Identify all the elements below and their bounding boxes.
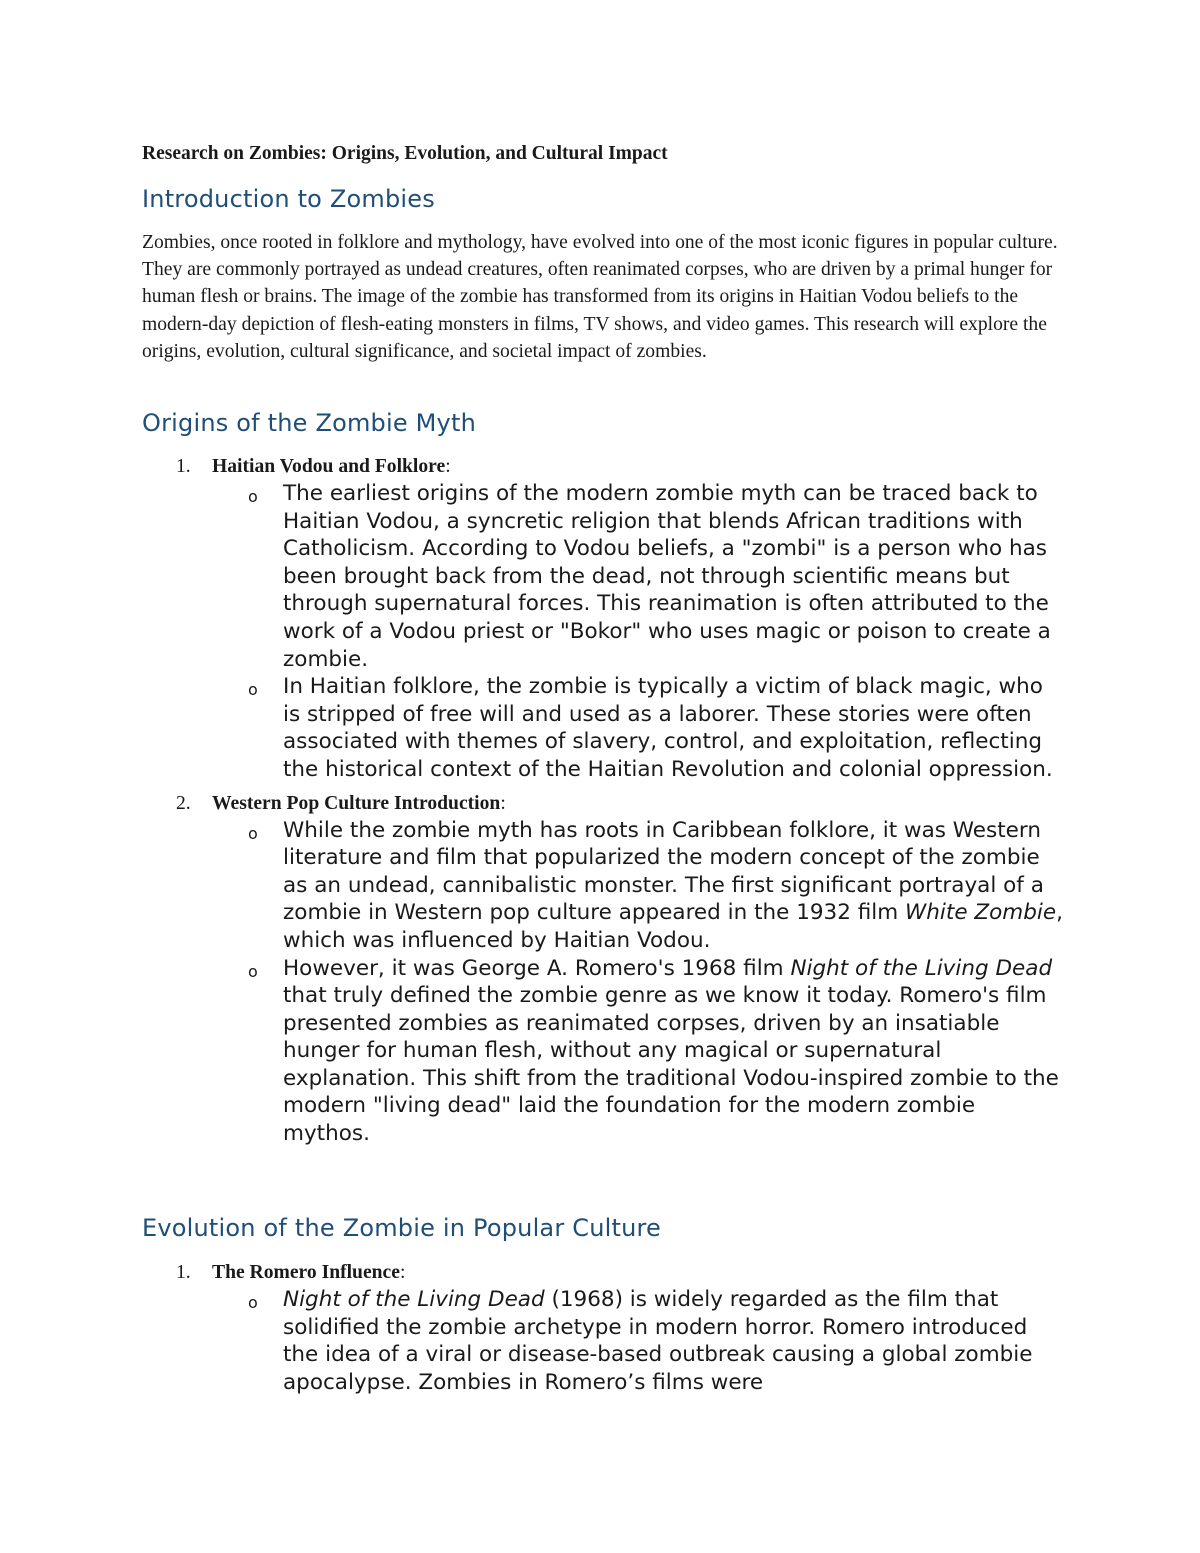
- list-number: 1.: [176, 456, 191, 477]
- bullet-item: [142, 817, 1063, 955]
- evolution-list: [142, 1260, 1092, 1396]
- list-item: [142, 454, 1092, 784]
- list-item-label: [142, 454, 1092, 480]
- intro-paragraph: Zombies, once rooted in folklore and mythology, have evolved into one of the most iconic figures in popular culture. They are commonly portrayed as undead creatures, often reanimated corpses, who are driven by a primal hunger for human flesh or brains. The image of the zombie has transformed from its origins in Haitian Vodou beliefs to the modern-day depiction of flesh-eating monsters in films, TV shows, and video games. This research will explore the origins, evolution, cultural significance, and societal impact of zombies.: [142, 232, 1058, 362]
- list-number: 2.: [176, 792, 191, 814]
- bullet-item: [142, 1286, 1063, 1396]
- bullet-text: In Haitian folklore, the zombie is typically a victim of black magic, who is stripped of free will and used as a laborer. These stories were often associated with themes of slavery, control, and exploitation, reflecting the historical context of the Haitian Revolution and colonial oppression.: [283, 674, 1053, 782]
- film-title: White Zombie: [905, 900, 1057, 926]
- list-item-suffix: :: [445, 456, 451, 477]
- list-item-suffix: :: [500, 792, 506, 814]
- circle-bullet-icon: o: [248, 680, 258, 700]
- list-item-title: The Romero Influence: [212, 1262, 400, 1283]
- list-item-label: [142, 791, 1092, 817]
- bullet-text: The earliest origins of the modern zombie myth can be traced back to Haitian Vodou, a syncretic religion that blends African traditions with Catholicism. According to Vodou beliefs, a "zombi" is a person who has been brought back from the dead, not through scientific means but through supernatural forces. This reanimation is often attributed to the work of a Vodou priest or "Bokor" who uses magic or poison to create a zombie.: [283, 481, 1051, 672]
- origins-list: [142, 454, 1092, 1148]
- list-item-title: Western Pop Culture Introduction: [212, 792, 501, 814]
- bullet-item: [142, 955, 1063, 1148]
- document-title: Research on Zombies: Origins, Evolution, and Cultural Impact: [142, 143, 668, 164]
- list-item-title: Haitian Vodou and Folklore: [212, 456, 446, 477]
- list-item: [142, 791, 1092, 1148]
- bullet-list: [142, 1286, 1092, 1396]
- heading-evolution: Evolution of the Zombie in Popular Culture: [142, 1214, 661, 1242]
- bullet-item: [142, 673, 1063, 783]
- bullet-text-before: While the zombie myth has roots in Caribbean folklore, it was Western literature and film that popularized the modern concept of the zombie as an undead, cannibalistic monster. The first significant portrayal of a zombie in Western pop culture appeared in the 1932 film: [283, 817, 1044, 926]
- bullet-text-before: However, it was George A. Romero's 1968 film: [283, 955, 791, 981]
- heading-origins: Origins of the Zombie Myth: [142, 409, 476, 437]
- list-item: [142, 1260, 1092, 1396]
- circle-bullet-icon: o: [248, 487, 258, 506]
- list-item-suffix: :: [399, 1262, 406, 1283]
- circle-bullet-icon: o: [248, 961, 258, 981]
- film-title: Night of the Living Dead: [283, 1287, 545, 1312]
- heading-introduction: Introduction to Zombies: [142, 185, 435, 213]
- circle-bullet-icon: o: [248, 823, 258, 843]
- bullet-item: [142, 480, 1063, 673]
- bullet-text-after: , which was influenced by Haitian Vodou.: [283, 900, 1063, 953]
- bullet-list: [142, 817, 1092, 1148]
- bullet-list: [142, 480, 1092, 784]
- list-number: 1.: [176, 1262, 191, 1283]
- film-title: Night of the Living Dead: [790, 955, 1053, 981]
- list-item-label: [142, 1260, 1092, 1286]
- bullet-text-after: that truly defined the zombie genre as we know it today. Romero's film presented zombies as reanimated corpses, driven by an insatiable hunger for human flesh, without any magical or supernatural explanation. This shift from the traditional Vodou-inspired zombie to the modern "living dead" laid the foundation for the modern zombie mythos.: [283, 983, 1059, 1147]
- bullet-text-after: (1968) is widely regarded as the film that solidified the zombie archetype in modern horror. Romero introduced the idea of a viral or disease-based outbreak causing a global zombie apocalypse. Zombies in Romero’s films were: [283, 1287, 1033, 1395]
- circle-bullet-icon: o: [248, 1293, 258, 1312]
